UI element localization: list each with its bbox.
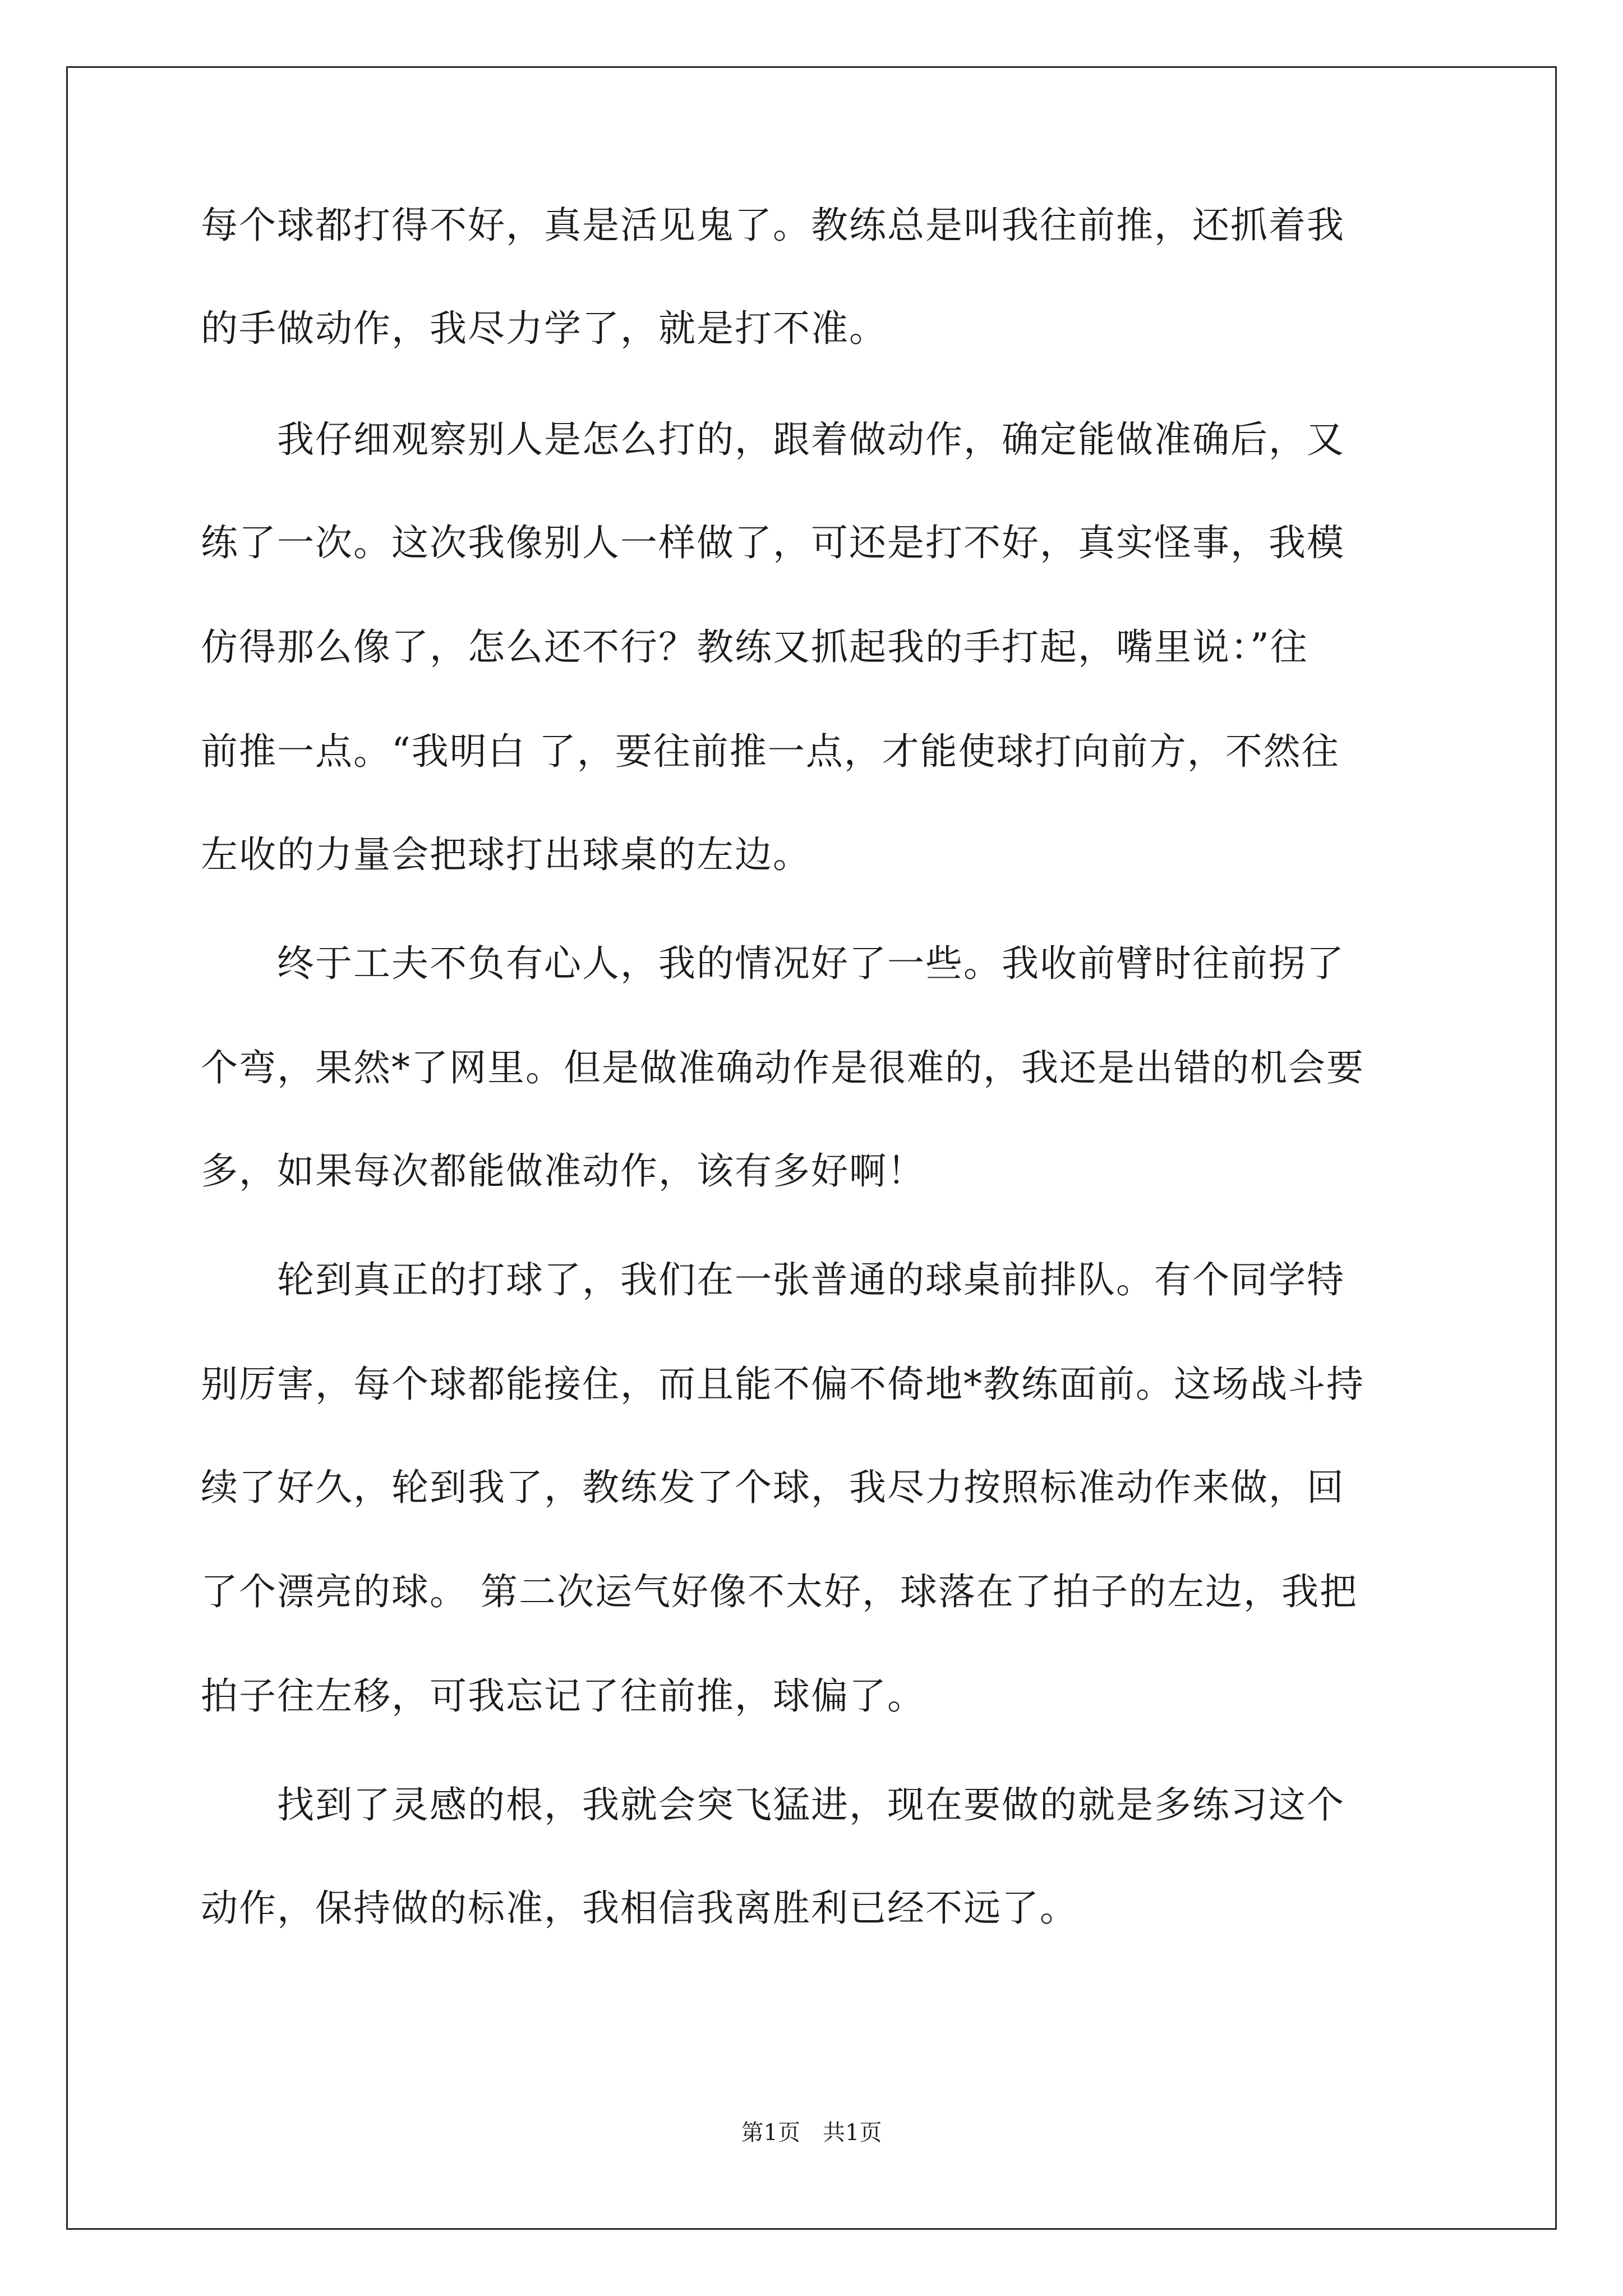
text-line: 拍子往左移，可我忘记了往前推，球偏了。 — [201, 1674, 925, 1718]
text-line: 找到了灵感的根，我就会突飞猛进，现在要做的就是多练习这个 — [201, 1783, 1345, 1826]
text-line: 的手做动作，我尽力学了，就是打不准。 — [201, 307, 887, 350]
text-line: 练了一次。这次我像别人一样做了，可还是打不好，真实怪事，我模 — [201, 521, 1345, 564]
text-line: 别厉害，每个球都能接住，而且能不偏不倚地*教练面前。这场战斗持 — [201, 1363, 1364, 1406]
text-line: 多，如果每次都能做准动作，该有多好啊！ — [201, 1149, 925, 1193]
page-number-footer: 第1页 共1页 — [741, 2120, 882, 2146]
text-line: 了个漂亮的球。 第二次运气好像不太好，球落在了拍子的左边，我把 — [201, 1570, 1358, 1613]
text-line: 动作，保持做的标准，我相信我离胜利已经不远了。 — [201, 1887, 1078, 1930]
text-line: 仿得那么像了，怎么还不行？教练又抓起我的手打起，嘴里说：”往 — [201, 625, 1308, 669]
text-line: 左收的力量会把球打出球桌的左边。 — [201, 833, 811, 876]
text-line: 我仔细观察别人是怎么打的，跟着做动作，确定能做准确后，又 — [201, 418, 1345, 461]
text-line: 个弯，果然*了网里。但是做准确动作是很难的，我还是出错的机会要 — [201, 1046, 1364, 1089]
text-line: 续了好久，轮到我了，教练发了个球，我尽力按照标准动作来做，回 — [201, 1466, 1345, 1509]
text-line: 前推一点。“我明白 了，要往前推一点，才能使球打向前方，不然往 — [201, 730, 1340, 773]
text-line: 终于工夫不负有心人，我的情况好了一些。我收前臂时往前拐了 — [201, 942, 1345, 985]
text-line: 每个球都打得不好，真是活见鬼了。教练总是叫我往前推，还抓着我 — [201, 204, 1345, 247]
text-line: 轮到真正的打球了，我们在一张普通的球桌前排队。有个同学特 — [201, 1258, 1345, 1301]
